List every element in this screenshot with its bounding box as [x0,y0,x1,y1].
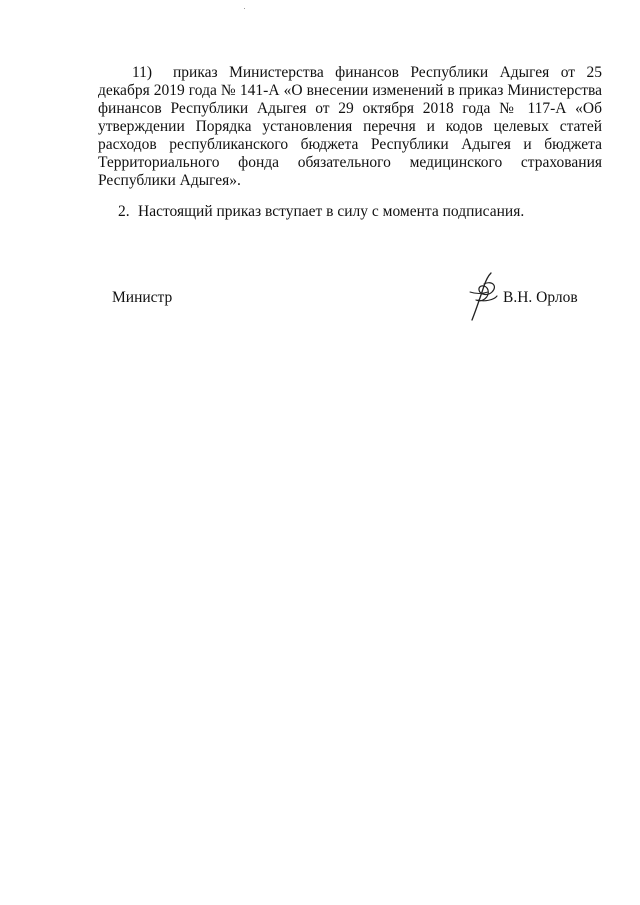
item-11-number: 11) [132,64,153,81]
scan-artifact-dot [244,8,245,9]
handwritten-signature [464,270,502,322]
paragraph-item-2 [118,203,602,221]
item-2-number: 2. [118,203,130,220]
item-11-text: приказ Министерства финансов Республики Адыгея от 25 декабря 2019 года № 141-А «О внесении изменений в приказ Министерства финансов Республики Адыгея от 29 октября 2018 года № 117-А «Об утверждении Порядка установления перечня и кодов целевых статей расходов республиканского бюджета Республики Адыгея и бюджета Территориального фонда обязательного медицинского страхования Республики Адыгея». [98,64,602,189]
signatory-name: В.Н. Орлов [503,289,578,306]
item-2-text: Настоящий приказ вступает в силу с момента подписания. [138,203,525,220]
signatory-title: Министр [112,289,173,306]
paragraph-item-11 [98,64,602,190]
